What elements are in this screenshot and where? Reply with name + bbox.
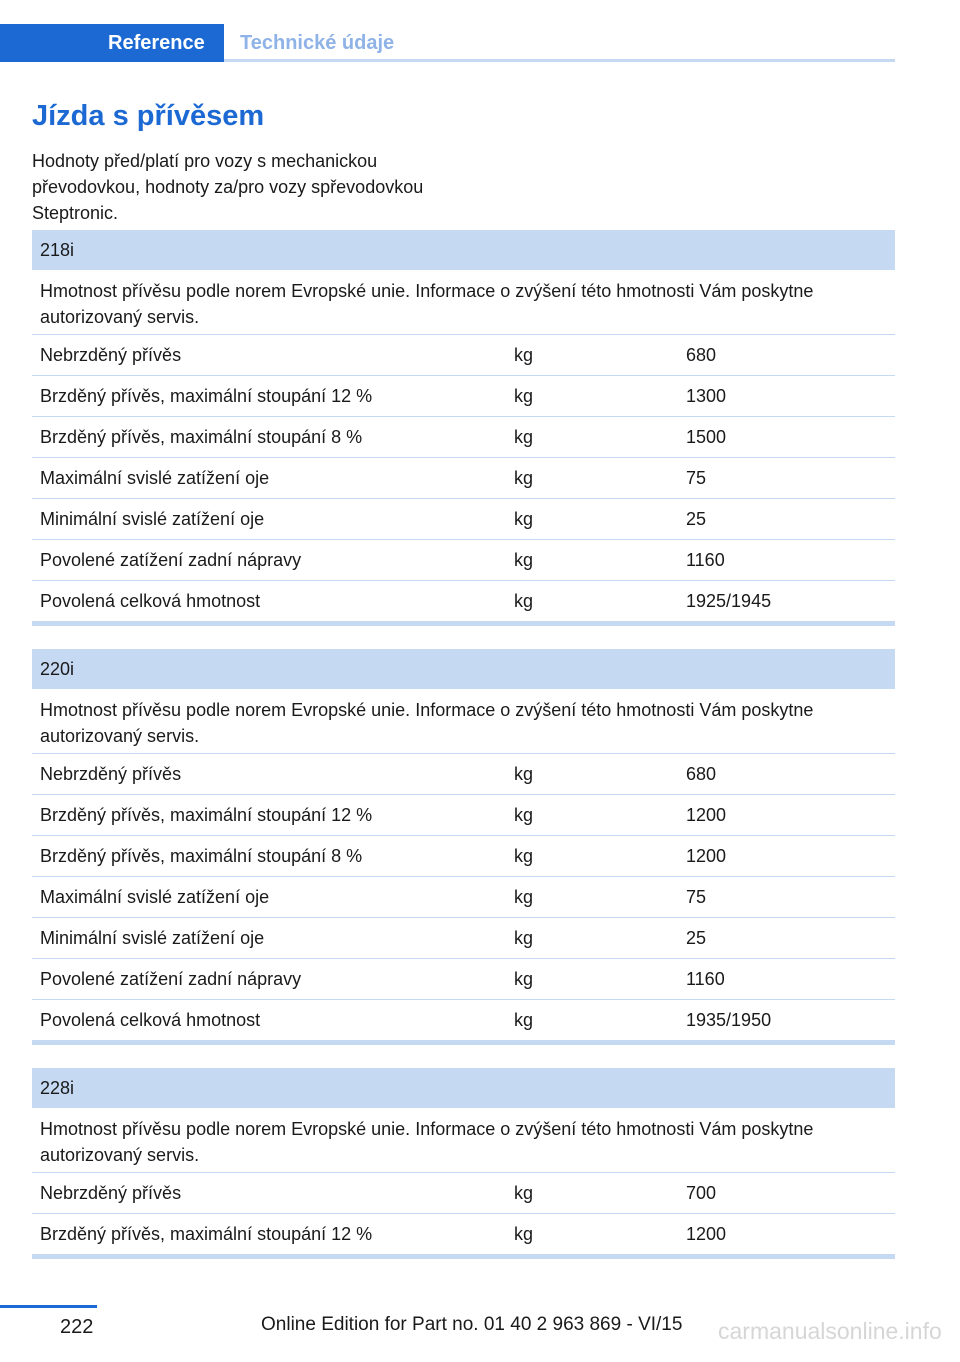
row-value: 75 (686, 887, 707, 907)
row-label: Brzděný přívěs, maximální stoupání 12 % (40, 386, 373, 406)
watermark: carmanualsonline.info (718, 1318, 942, 1344)
row-label: Maximální svislé zatížení oje (40, 887, 270, 907)
row-label: Nebrzděný přívěs (40, 1183, 182, 1203)
page-number: 222 (60, 1316, 94, 1338)
row-value: 25 (686, 928, 707, 948)
row-label: Povolené zatížení zadní nápravy (40, 969, 302, 989)
table-model-header: 228i (32, 1068, 895, 1108)
row-unit: kg (514, 468, 534, 488)
table-row (32, 1214, 895, 1254)
row-value: 1500 (686, 427, 727, 447)
table-row (32, 959, 895, 1000)
table-row (32, 540, 895, 581)
row-unit: kg (514, 550, 534, 570)
tab-reference[interactable]: Reference (0, 24, 224, 62)
table-model-header: 218i (32, 230, 895, 270)
row-unit: kg (514, 1183, 534, 1203)
table-note: Hmotnost přívěsu podle norem Evropské unie. Informace o zvýšení této hmotnosti Vám poskytne autorizovaný servis. (32, 270, 895, 335)
row-value: 1300 (686, 386, 727, 406)
row-label: Minimální svislé zatížení oje (40, 509, 265, 529)
spec-table-218i (32, 230, 895, 626)
table-row (32, 1000, 895, 1040)
table-end-rule (32, 1040, 895, 1045)
table-row (32, 376, 895, 417)
page-title: Jízda s přívěsem (32, 100, 265, 132)
table-row (32, 458, 895, 499)
row-label: Brzděný přívěs, maximální stoupání 12 % (40, 1224, 373, 1244)
row-value: 1200 (686, 805, 727, 825)
table-row (32, 877, 895, 918)
row-value: 25 (686, 509, 707, 529)
row-label: Povolené zatížení zadní nápravy (40, 550, 302, 570)
row-label: Povolená celková hmotnost (40, 1010, 261, 1030)
row-value: 1935/1950 (686, 1010, 772, 1030)
row-label: Nebrzděný přívěs (40, 764, 182, 784)
edition-footer: Online Edition for Part no. 01 40 2 963 869 - VI/15 (261, 1314, 683, 1335)
intro-text: Hodnoty před/platí pro vozy s mechanickou převodovkou, hodnoty za/pro vozy spřevodovkou Steptronic. (32, 151, 424, 223)
row-unit: kg (514, 887, 534, 907)
row-value: 680 (686, 345, 717, 365)
table-end-rule (32, 1254, 895, 1259)
row-label: Povolená celková hmotnost (40, 591, 261, 611)
row-unit: kg (514, 1010, 534, 1030)
table-row (32, 1173, 895, 1214)
table-model-header: 220i (32, 649, 895, 689)
row-label: Brzděný přívěs, maximální stoupání 8 % (40, 846, 363, 866)
table-note: Hmotnost přívěsu podle norem Evropské unie. Informace o zvýšení této hmotnosti Vám poskytne autorizovaný servis. (32, 1108, 895, 1173)
table-note: Hmotnost přívěsu podle norem Evropské unie. Informace o zvýšení této hmotnosti Vám poskytne autorizovaný servis. (32, 689, 895, 754)
header-divider (224, 59, 895, 62)
table-row (32, 417, 895, 458)
table-row (32, 754, 895, 795)
tab-technical-data[interactable]: Technické údaje (240, 32, 395, 54)
table-row (32, 581, 895, 621)
row-unit: kg (514, 764, 534, 784)
row-value: 1925/1945 (686, 591, 772, 611)
row-label: Nebrzděný přívěs (40, 345, 182, 365)
row-unit: kg (514, 846, 534, 866)
row-value: 1160 (686, 969, 725, 989)
table-end-rule (32, 621, 895, 626)
spec-table-220i (32, 649, 895, 1045)
row-unit: kg (514, 427, 534, 447)
spec-table-228i (32, 1068, 895, 1259)
row-value: 700 (686, 1183, 717, 1203)
row-label: Brzděný přívěs, maximální stoupání 12 % (40, 805, 373, 825)
row-value: 75 (686, 468, 707, 488)
row-label: Minimální svislé zatížení oje (40, 928, 265, 948)
row-unit: kg (514, 386, 534, 406)
table-row (32, 836, 895, 877)
row-unit: kg (514, 928, 534, 948)
page-number-rule (0, 1305, 97, 1308)
row-value: 1200 (686, 1224, 727, 1244)
table-row (32, 918, 895, 959)
row-unit: kg (514, 969, 534, 989)
row-unit: kg (514, 1224, 534, 1244)
row-value: 1200 (686, 846, 727, 866)
table-row (32, 335, 895, 376)
table-row (32, 795, 895, 836)
row-value: 680 (686, 764, 717, 784)
row-label: Brzděný přívěs, maximální stoupání 8 % (40, 427, 363, 447)
row-unit: kg (514, 345, 534, 365)
row-unit: kg (514, 591, 534, 611)
top-navigation (0, 0, 960, 62)
row-label: Maximální svislé zatížení oje (40, 468, 270, 488)
row-value: 1160 (686, 550, 725, 570)
table-row (32, 499, 895, 540)
row-unit: kg (514, 509, 534, 529)
row-unit: kg (514, 805, 534, 825)
